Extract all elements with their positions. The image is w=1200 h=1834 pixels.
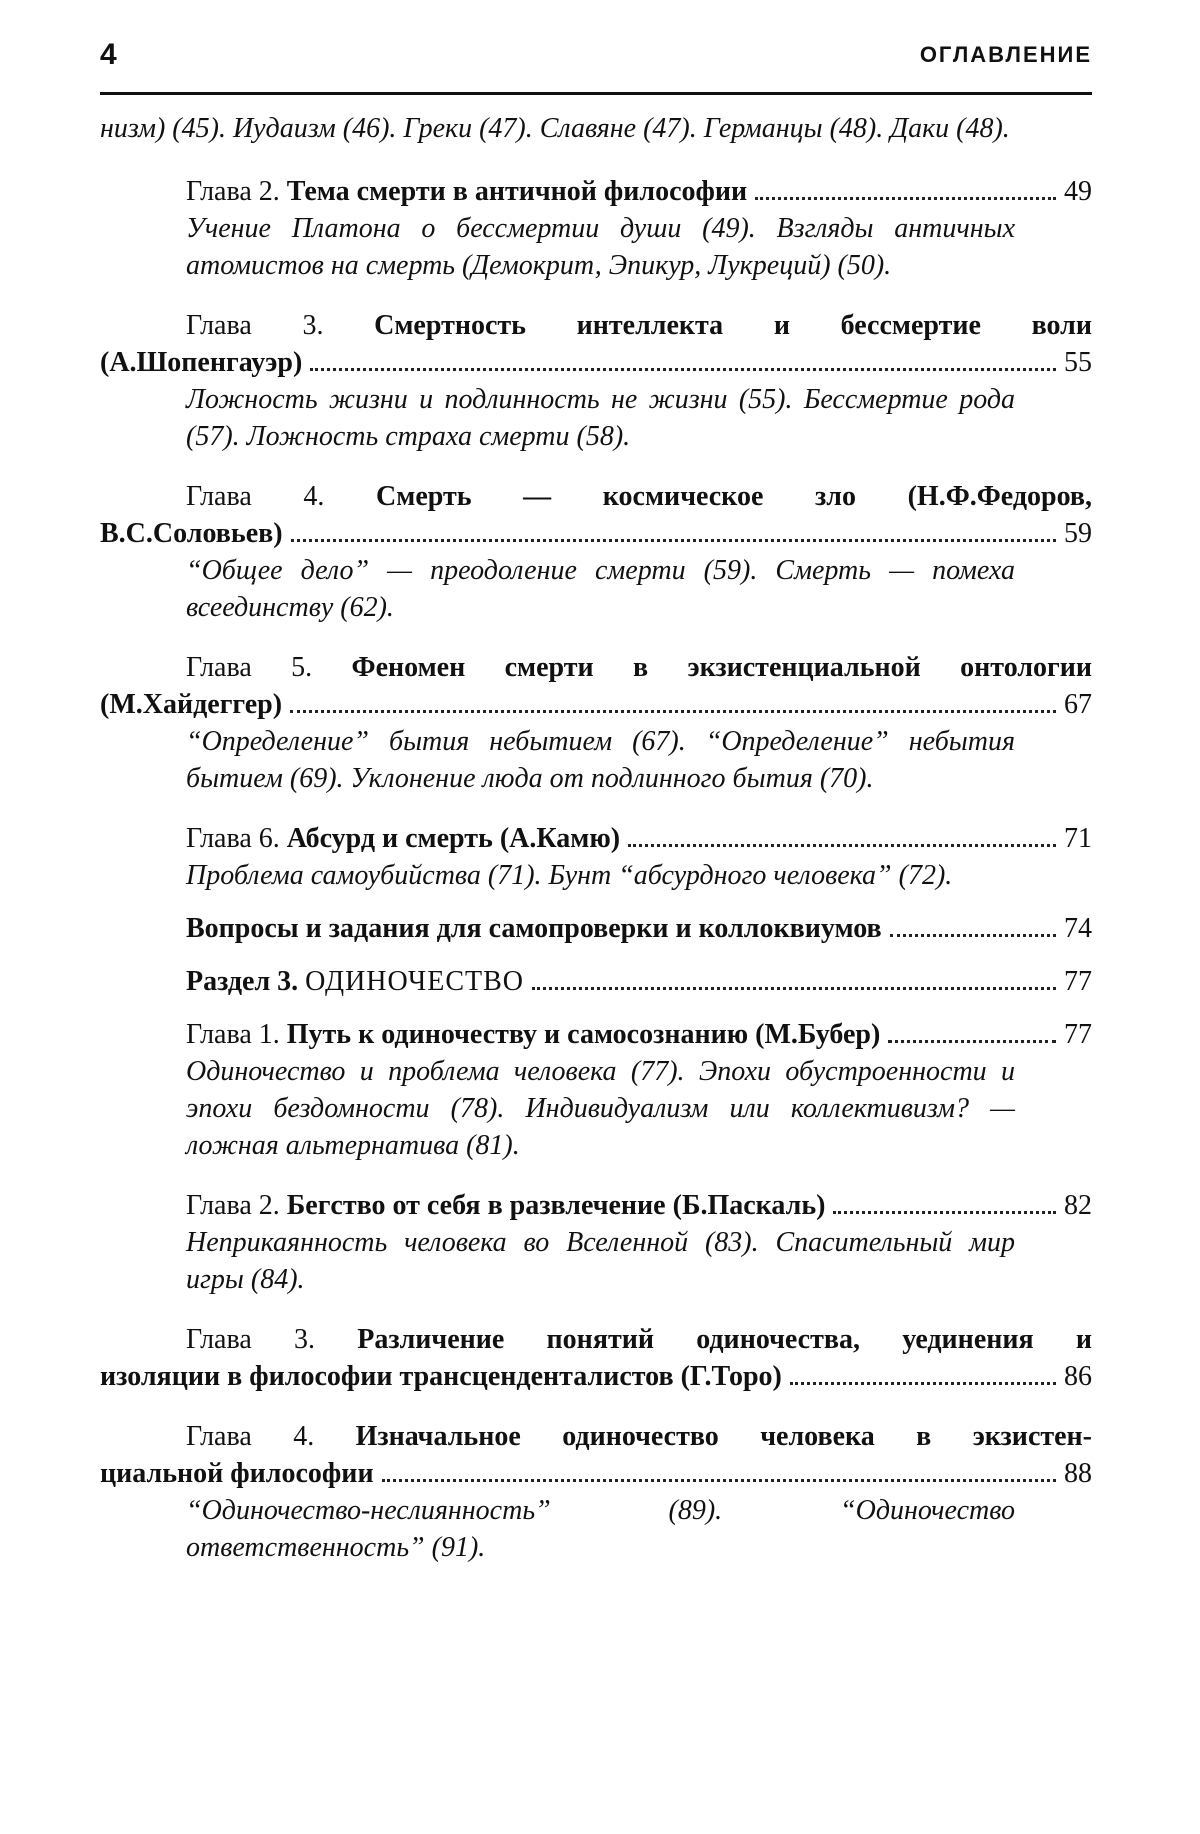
chapter-title: Абсурд и смерть (А.Камю) <box>286 823 621 854</box>
section-label: Раздел 3. <box>186 966 299 997</box>
table-of-contents <box>100 110 1092 1589</box>
dot-leader <box>628 844 1056 847</box>
chapter-title: Различение понятий одиночества, уединения и <box>357 1324 1093 1355</box>
toc-entry <box>100 910 1092 947</box>
chapter-subtopics: “Общее дело” — преодоление смерти (59). Смерть — помеха всеединству (62). <box>186 555 1015 623</box>
toc-entry <box>100 1418 1092 1566</box>
chapter-subtopics: Неприкаянность человека во Вселенной (83). Спасительный мир игры (84). <box>186 1227 1015 1295</box>
page-header <box>100 38 1092 86</box>
page-ref: 59 <box>1064 518 1092 549</box>
chapter-number: Глава 3. <box>186 1324 315 1355</box>
page-ref: 71 <box>1064 823 1092 854</box>
toc-entry <box>100 1321 1092 1395</box>
chapter-heading <box>186 173 747 210</box>
chapter-subtopics: “Определение” бытия небытием (67). “Определение” небытия бытием (69). Уклонение люда от подлинного бытия (70). <box>186 726 1015 794</box>
toc-entry-line <box>100 1358 1092 1395</box>
toc-entry-line <box>100 1187 1092 1224</box>
chapter-number: Глава 1. <box>186 1019 280 1050</box>
chapter-title-continued: (А.Шопенгауэр) <box>100 347 303 378</box>
toc-entry-line <box>100 173 1092 210</box>
dot-leader <box>532 987 1056 990</box>
dot-leader <box>290 710 1056 713</box>
questions-title: Вопросы и задания для самопроверки и коллоквиумов <box>186 913 882 944</box>
dot-leader <box>833 1211 1056 1214</box>
chapter-subtopics: “Одиночество-неслиянность” (89). “Одиночество ответственность” (91). <box>186 1495 1015 1563</box>
toc-entry-line <box>100 1016 1092 1053</box>
dot-leader <box>890 934 1056 937</box>
toc-entry <box>100 1187 1092 1298</box>
toc-entry <box>100 173 1092 284</box>
chapter-heading <box>186 1187 825 1224</box>
dot-leader <box>888 1040 1056 1043</box>
header-rule <box>100 92 1092 95</box>
section-heading <box>186 963 524 1000</box>
toc-entry <box>100 963 1092 1000</box>
chapter-number: Глава 3. <box>186 310 324 341</box>
page-ref: 55 <box>1064 347 1092 378</box>
chapter-heading <box>100 478 1092 515</box>
dot-leader <box>310 368 1056 371</box>
toc-entry-line <box>100 344 1092 381</box>
chapter-title: Бегство от себя в развлечение (Б.Паскаль) <box>286 1190 826 1221</box>
toc-entry-line <box>100 820 1092 857</box>
toc-entry-line <box>100 686 1092 723</box>
chapter-title-continued: В.С.Соловьев) <box>100 518 283 549</box>
page-ref: 77 <box>1064 966 1092 997</box>
chapter-number: Глава 5. <box>186 652 313 683</box>
chapter-title: Тема смерти в античной философии <box>286 176 748 207</box>
toc-entry-line <box>100 963 1092 1000</box>
chapter-heading <box>100 1418 1092 1455</box>
continued-subtopics: низм) (45). Иудаизм (46). Греки (47). Славяне (47). Германцы (48). Даки (48). <box>100 113 1010 144</box>
chapter-heading <box>100 1321 1092 1358</box>
dot-leader <box>790 1382 1056 1385</box>
page-number: 4 <box>100 38 117 71</box>
chapter-subtopics: Учение Платона о бессмертии души (49). Взгляды античных атомистов на смерть (Демокрит, Эпикур, Лукреций) (50). <box>186 213 1015 281</box>
page-ref: 77 <box>1064 1019 1092 1050</box>
chapter-title: Путь к одиночеству и самосознанию (М.Бубер) <box>286 1019 881 1050</box>
section-name: ОДИНОЧЕСТВО <box>305 966 525 997</box>
chapter-heading <box>100 649 1092 686</box>
dot-leader <box>382 1479 1056 1482</box>
chapter-title: Смертность интеллекта и бессмертие воли <box>374 310 1092 341</box>
page-ref: 88 <box>1064 1458 1092 1489</box>
page-ref: 67 <box>1064 689 1092 720</box>
toc-entry-line <box>100 910 1092 947</box>
chapter-subtopics: Одиночество и проблема человека (77). Эпохи обустроенности и эпохи бездомности (78). Индивидуализм или коллективизм? — ложная альтернатива (81). <box>186 1056 1015 1161</box>
chapter-heading <box>186 1016 880 1053</box>
toc-entry <box>100 649 1092 797</box>
page-ref: 86 <box>1064 1361 1092 1392</box>
page-ref: 49 <box>1064 176 1092 207</box>
toc-entry-line <box>100 515 1092 552</box>
toc-entry <box>100 820 1092 894</box>
toc-entry <box>100 1016 1092 1164</box>
chapter-title-continued: (М.Хайдеггер) <box>100 689 283 720</box>
running-title: ОГЛАВЛЕНИЕ <box>919 42 1092 67</box>
dot-leader <box>755 197 1056 200</box>
chapter-heading <box>100 307 1092 344</box>
page-ref: 74 <box>1064 913 1092 944</box>
chapter-number: Глава 6. <box>186 823 280 854</box>
chapter-title: Смерть — космическое зло (Н.Ф.Федоров, <box>376 481 1093 512</box>
chapter-subtopics: Ложность жизни и подлинность не жизни (55). Бессмертие рода (57). Ложность страха смерти (58). <box>186 384 1015 452</box>
chapter-subtopics: Проблема самоубийства (71). Бунт “абсурдного человека” (72). <box>186 860 953 891</box>
chapter-number: Глава 2. <box>186 176 280 207</box>
chapter-number: Глава 2. <box>186 1190 280 1221</box>
page-ref: 82 <box>1064 1190 1092 1221</box>
chapter-title: Изначальное одиночество человека в экзистен- <box>355 1421 1093 1452</box>
dot-leader <box>291 539 1056 542</box>
toc-entry <box>100 307 1092 455</box>
toc-entry-line <box>100 1455 1092 1492</box>
chapter-number: Глава 4. <box>186 481 325 512</box>
chapter-number: Глава 4. <box>186 1421 315 1452</box>
toc-entry <box>100 478 1092 626</box>
chapter-title-continued: циальной философии <box>100 1458 374 1489</box>
chapter-title: Феномен смерти в экзистенциальной онтологии <box>351 652 1093 683</box>
chapter-title-continued: изоляции в философии трансценденталистов (Г.Торо) <box>100 1361 782 1392</box>
chapter-heading <box>186 820 620 857</box>
